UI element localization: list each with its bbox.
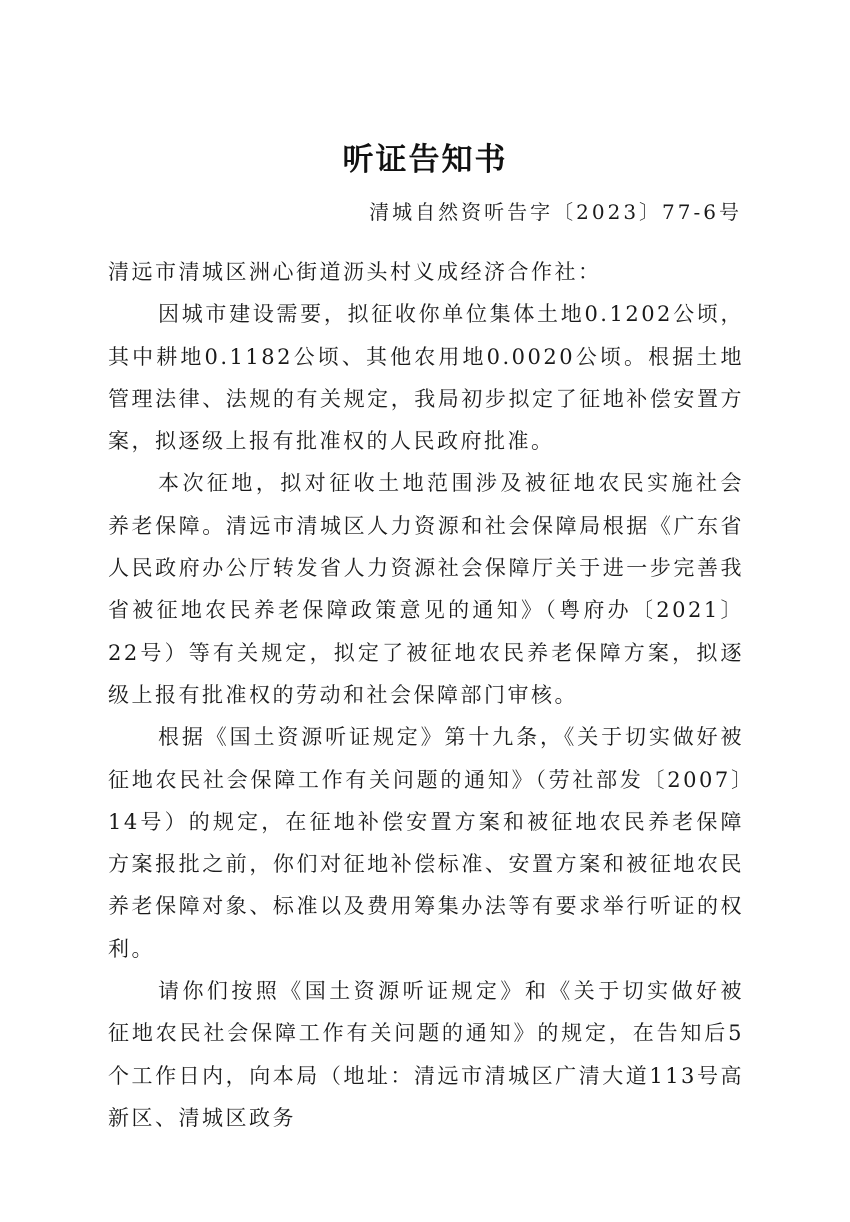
- document-body: [108, 251, 744, 1139]
- paragraph-pension-security: 本次征地，拟对征收土地范围涉及被征地农民实施社会养老保障。清远市清城区人力资源和社会保障局根据《广东省人民政府办公厅转发省人力资源社会保障厅关于进一步完善我省被征地农民养老保障政策意见的通知》（粤府办〔2021〕22号）等有关规定，拟定了被征地农民养老保障方案，拟逐级上报有批准权的劳动和社会保障部门审核。: [108, 471, 744, 707]
- paragraph-hearing-rights: 根据《国土资源听证规定》第十九条，《关于切实做好被征地农民社会保障工作有关问题的通知》（劳社部发〔2007〕14号）的规定，在征地补偿安置方案和被征地农民养老保障方案报批之前，你们对征地补偿标准、安置方案和被征地农民养老保障对象、标准以及费用筹集办法等有要求举行听证的权利。: [108, 725, 744, 961]
- paragraph-land-acquisition: 因城市建设需要，拟征收你单位集体土地0.1202公顷，其中耕地0.1182公顷、其他农用地0.0020公顷。根据土地管理法律、法规的有关规定，我局初步拟定了征地补偿安置方案，拟逐级上报有批准权的人民政府批准。: [108, 302, 744, 454]
- document-title: 听证告知书: [342, 142, 508, 178]
- document-number: 清城自然资听告字〔2023〕77-6号: [369, 200, 742, 224]
- paragraph-hearing-request: 请你们按照《国土资源听证规定》和《关于切实做好被征地农民社会保障工作有关问题的通知》的规定，在告知后5个工作日内，向本局（地址：清远市清城区广清大道113号高新区、清城区政务: [108, 979, 744, 1130]
- addressee: 清远市清城区洲心街道沥头村义成经济合作社：: [108, 260, 602, 284]
